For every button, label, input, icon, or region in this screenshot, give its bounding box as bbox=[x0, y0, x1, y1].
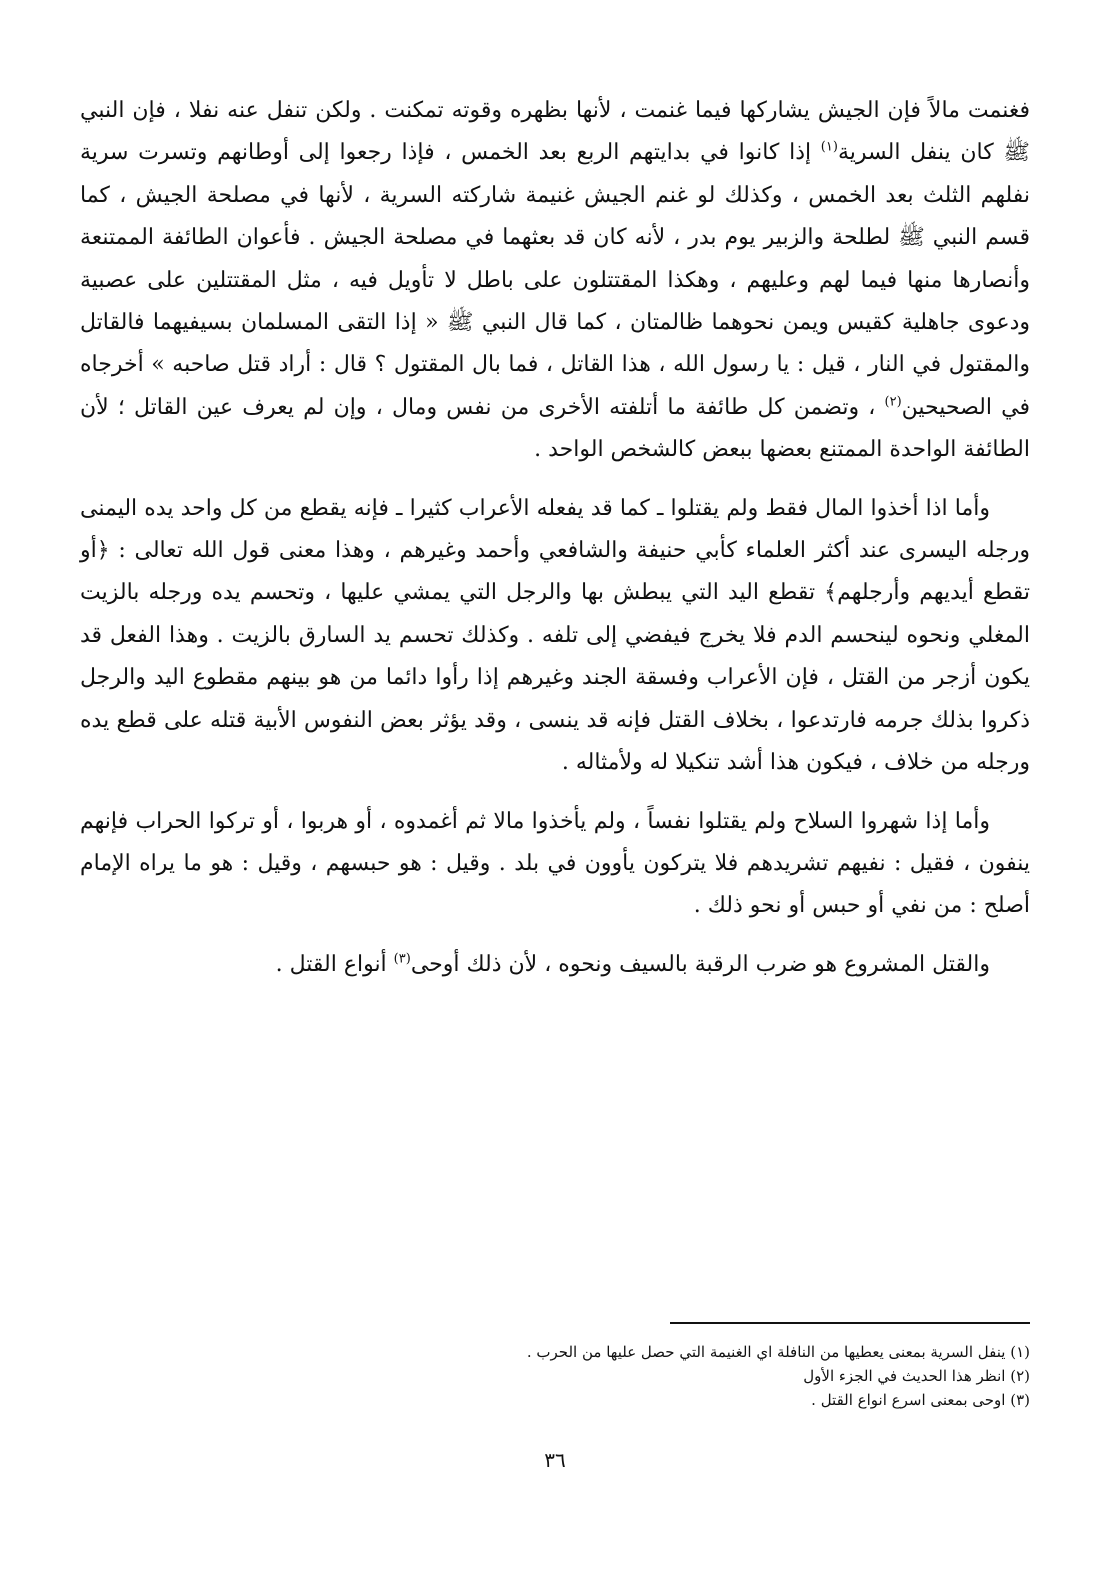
footnote-ref-3: (٣) bbox=[393, 951, 411, 967]
footnote-1: (١) ينفل السرية بمعنى يعطيها من النافلة اي الغنيمة التي حصل عليها من الحرب . bbox=[526, 1343, 1030, 1361]
page-number: ٣٦ bbox=[544, 1448, 566, 1472]
footnote-ref-2: (٢) bbox=[884, 394, 902, 410]
paragraph-4-text-a: والقتل المشروع هو ضرب الرقبة بالسيف ونحوه ، لأن ذلك أوحى bbox=[410, 951, 990, 977]
paragraph-4 bbox=[80, 944, 1030, 986]
paragraph-3 bbox=[80, 801, 1030, 928]
paragraph-2 bbox=[80, 488, 1030, 785]
paragraph-2-text: وأما اذا أخذوا المال فقط ولم يقتلوا ـ كما قد يفعله الأعراب كثيرا ـ فإنه يقطع من كل واحد يده اليمنى ورجله اليسرى عند أكثر العلماء كأبي حنيفة والشافعي وأحمد وغيرهم ، وهذا معنى قول الله تعالى : ﴿أو تقطع أيديهم وأرجلهم﴾ تقطع اليد التي يبطش بها والرجل التي يمشي عليها ، وتحسم يده ورجله بالزيت المغلي ونحوه لينحسم الدم فلا يخرج فيفضي إلى تلفه . وكذلك تحسم يد السارق بالزيت . وهذا الفعل قد يكون أزجر من القتل ، فإن الأعراب وفسقة الجند وغيرهم إذا رأوا دائما من هو بينهم مقطوع اليد والرجل ذكروا بذلك جرمه فارتدعوا ، بخلاف القتل فإنه قد ينسى ، وقد يؤثر بعض النفوس الأبية قتله على قطع يده ورجله من خلاف ، فيكون هذا أشد تنكيلا له ولأمثاله . bbox=[80, 495, 1030, 776]
paragraph-1 bbox=[80, 90, 1030, 472]
paragraph-4-text-b: أنواع القتل . bbox=[275, 951, 394, 977]
paragraph-1-text-c: ، وتضمن كل طائفة ما أتلفته الأخرى من نفس ومال ، وإن لم يعرف عين القاتل ؛ لأن الطائفة الواحدة الممتنع بعضها ببعض كالشخص الواحد . bbox=[80, 394, 1030, 463]
footnote-ref-1: (١) bbox=[820, 140, 838, 156]
paragraph-3-text: وأما إذا شهروا السلاح ولم يقتلوا نفساً ، ولم يأخذوا مالا ثم أغمدوه ، أو هربوا ، أو تركوا الحراب فإنهم ينفون ، فقيل : نفيهم تشريدهم فلا يتركون يأوون في بلد . وقيل : هو حبسهم ، وقيل : هو ما يراه الإمام أصلح : من نفي أو حبس أو نحو ذلك . bbox=[80, 808, 1030, 919]
document-page bbox=[80, 90, 1030, 1540]
footnote-3: (٣) اوحى بمعنى اسرع انواع القتل . bbox=[811, 1391, 1030, 1409]
main-text bbox=[80, 90, 1030, 986]
footnotes bbox=[80, 1340, 1030, 1412]
paragraph-1-text-a: فغنمت مالاً فإن الجيش يشاركها فيما غنمت ، لأنها بظهره وقوته تمكنت . ولكن تنفل عنه نفلا ، فإن النبي ﷺ كان ينفل السرية bbox=[80, 98, 1030, 166]
footnote-separator bbox=[670, 1322, 1030, 1324]
footnote-2: (٢) انظر هذا الحديث في الجزء الأول bbox=[803, 1367, 1030, 1385]
paragraph-1-text-b: إذا كانوا في بدايتهم الربع بعد الخمس ، فإذا رجعوا إلى أوطانهم وتسرت سرية نفلهم الثلث بعد الخمس ، وكذلك لو غنم الجيش غنيمة شاركته السرية ، لأنها في مصلحة الجيش ، كما قسم النبي ﷺ لطلحة والزبير يوم بدر ، لأنه كان قد بعثهما في مصلحة الجيش . فأعوان الطائفة الممتنعة وأنصارها منها فيما لهم وعليهم ، وهكذا المقتتلون على باطل لا تأويل فيه ، مثل المقتتلين على عصبية ودعوى جاهلية كقيس ويمن نحوهما ظالمتان ، كما قال النبي ﷺ « إذا التقى المسلمان بسيفيهما فالقاتل والمقتول في النار ، قيل : يا رسول الله ، هذا القاتل ، فما بال المقتول ؟ قال : أراد قتل صاحبه » أخرجاه في الصحيحين bbox=[80, 140, 1030, 420]
